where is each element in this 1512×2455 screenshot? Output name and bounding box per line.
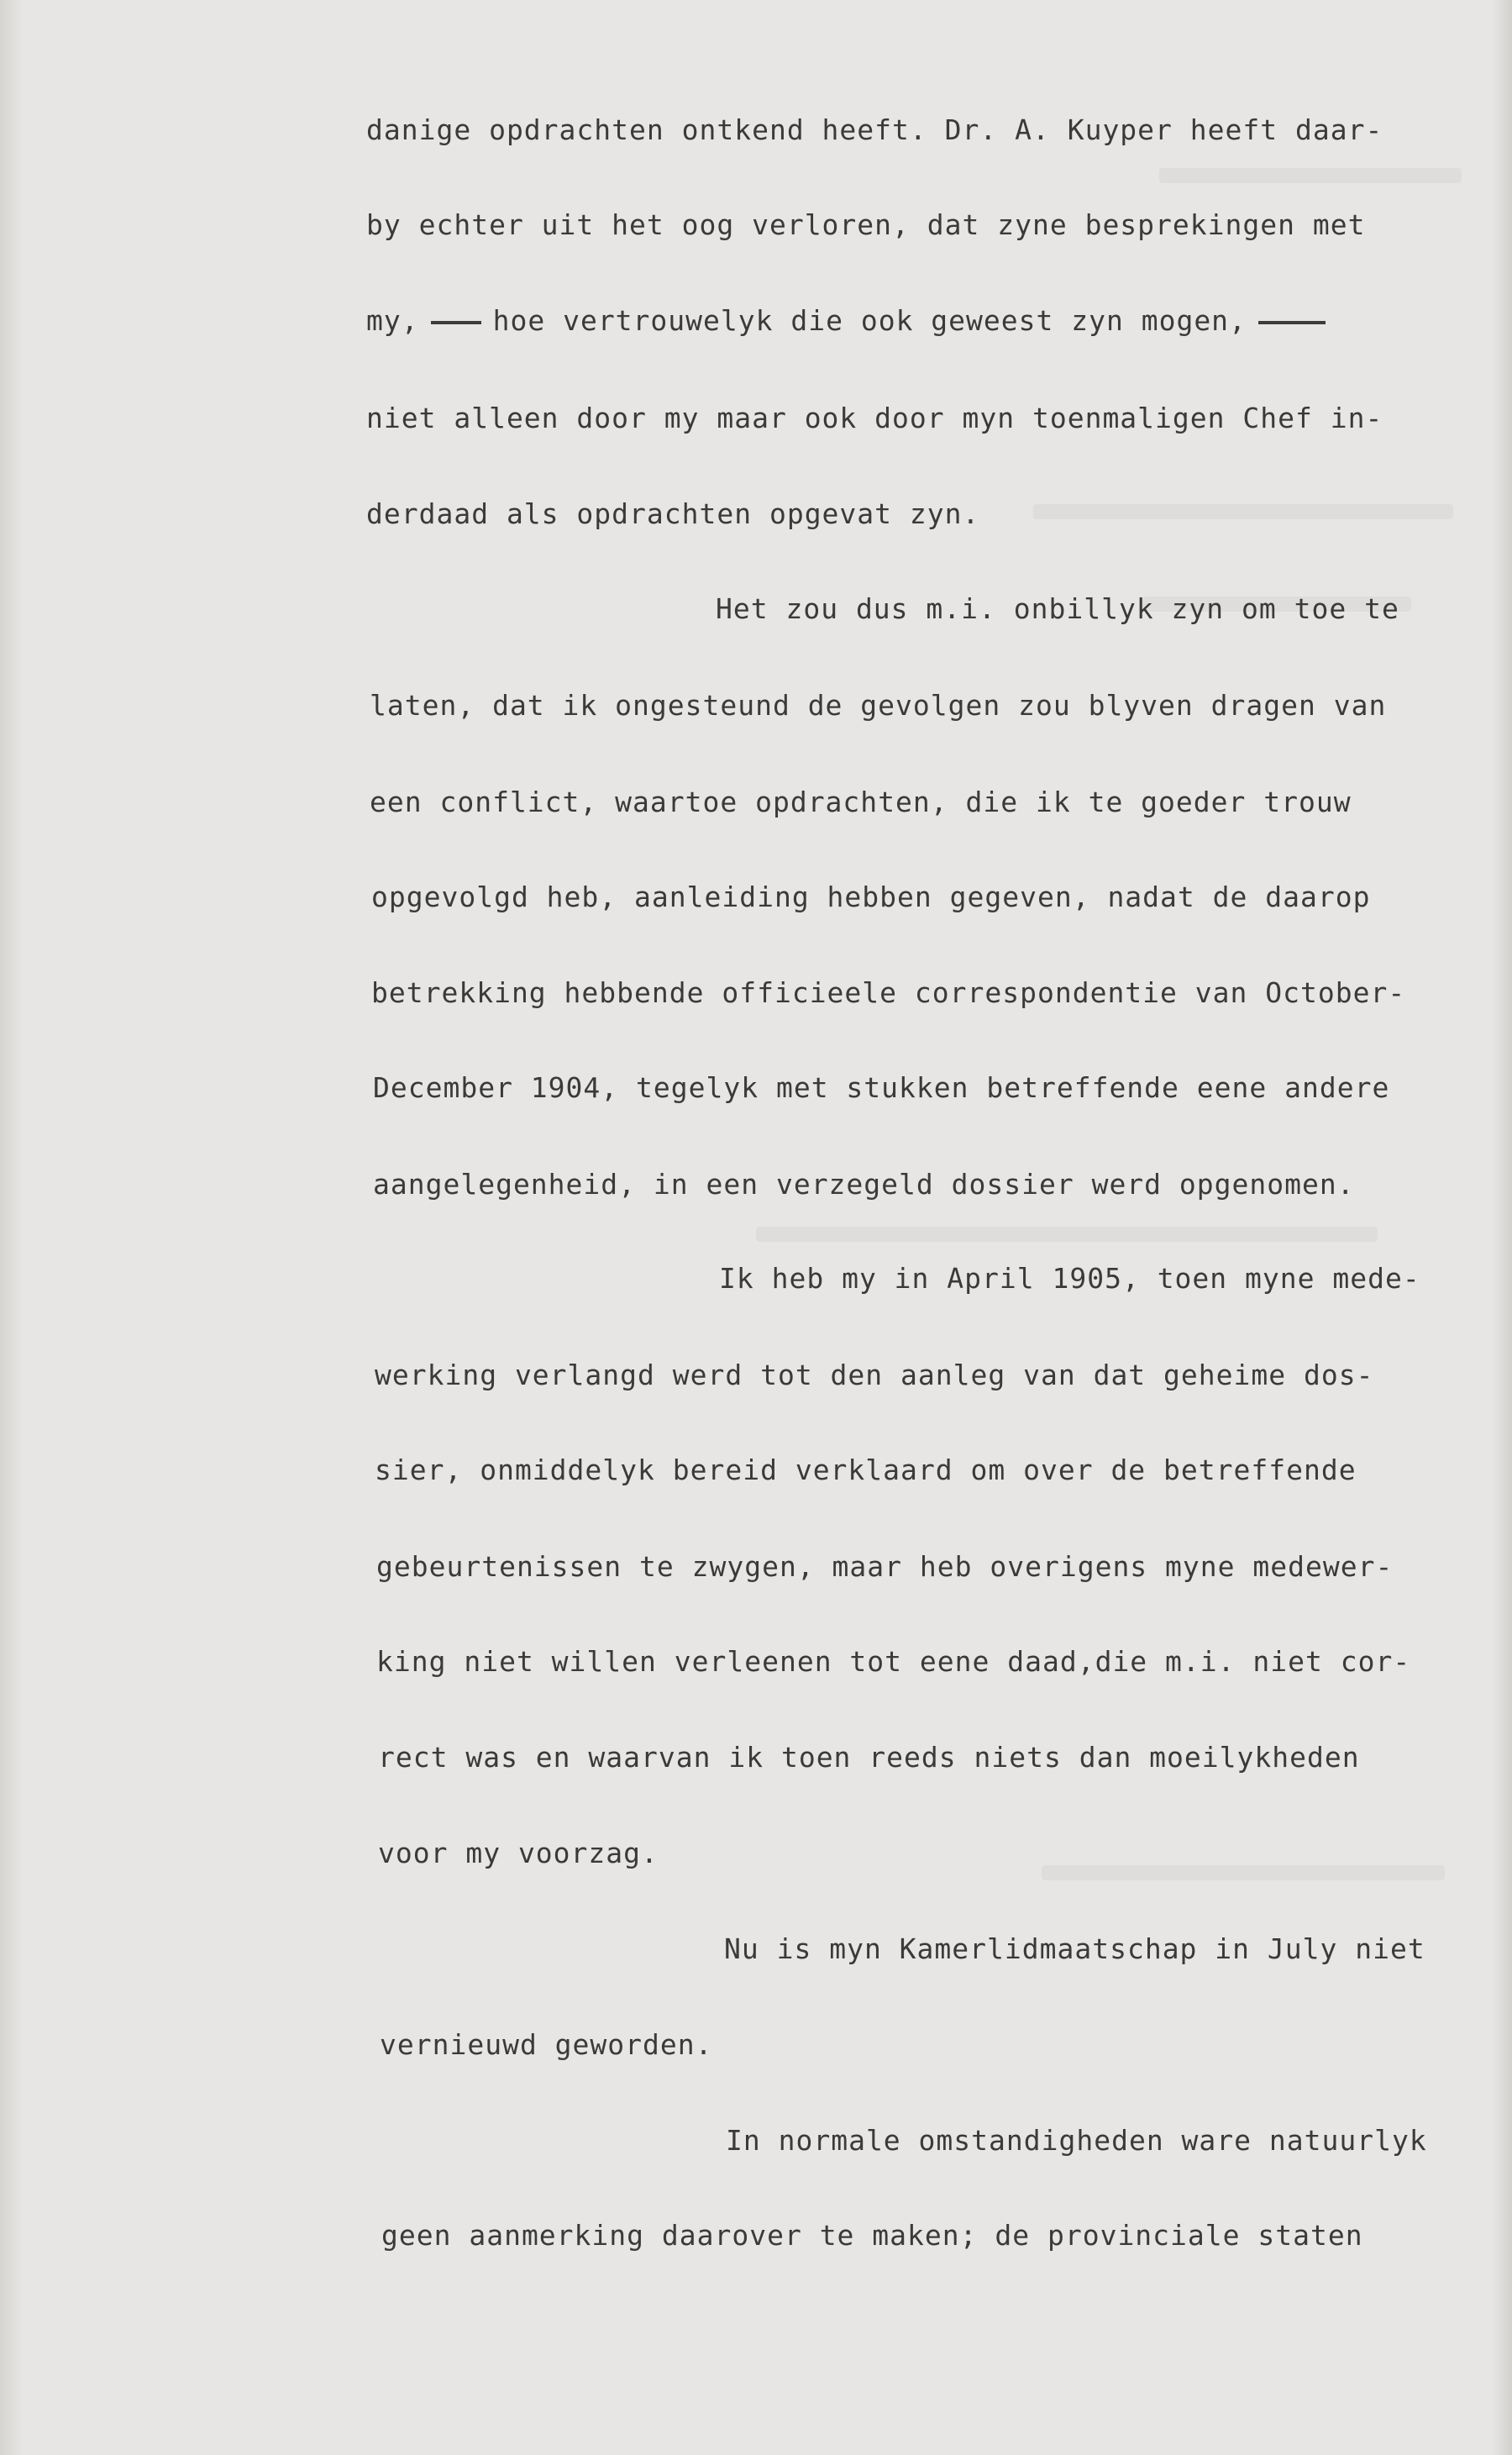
text-line: rect was en waarvan ik toen reeds niets dan moeilykheden — [378, 1741, 1360, 1774]
text-line: Nu is myn Kamerlidmaatschap in July niet — [724, 1932, 1425, 1965]
text-line: gebeurtenissen te zwygen, maar heb overigens myne medewer- — [376, 1550, 1394, 1583]
text-line: sier, onmiddelyk bereid verklaard om over de betreffende — [375, 1454, 1357, 1486]
text-line: by echter uit het oog verloren, dat zyne besprekingen met — [366, 208, 1366, 241]
text-line: betrekking hebbende officieele correspondentie van October- — [371, 976, 1406, 1009]
show-through-trace — [1042, 1865, 1445, 1880]
text-line: derdaad als opdrachten opgevat zyn. — [366, 497, 980, 530]
text-line: aangelegenheid, in een verzegeld dossier werd opgenomen. — [373, 1168, 1355, 1201]
text-line: December 1904, tegelyk met stukken betreffende eene andere — [373, 1071, 1390, 1104]
text-line: een conflict, waartoe opdrachten, die ik te goeder trouw — [370, 786, 1352, 818]
text-line: Het zou dus m.i. onbillyk zyn om toe te — [716, 592, 1399, 625]
text-line: danige opdrachten ontkend heeft. Dr. A. Kuyper heeft daar- — [366, 113, 1383, 146]
show-through-trace — [1159, 168, 1462, 183]
text-line: werking verlangd werd tot den aanleg van dat geheime dos- — [375, 1359, 1374, 1391]
text-line: niet alleen door my maar ook door myn toenmaligen Chef in- — [366, 402, 1383, 434]
text-line: In normale omstandigheden ware natuurlyk — [726, 2124, 1427, 2157]
show-through-trace — [1033, 504, 1453, 519]
text-line: vernieuwd geworden. — [380, 2028, 713, 2061]
text-line: king niet willen verleenen tot eene daad,die m.i. niet cor- — [376, 1645, 1411, 1678]
page-edge-right — [1492, 0, 1512, 2455]
text-segment: my, — [366, 304, 419, 337]
text-line-with-dashes — [366, 304, 1337, 338]
em-dash-mark — [431, 321, 481, 324]
em-dash-mark — [1258, 321, 1326, 324]
text-line: laten, dat ik ongesteund de gevolgen zou blyven dragen van — [370, 689, 1387, 722]
text-line: Ik heb my in April 1905, toen myne mede- — [719, 1262, 1420, 1295]
text-line: opgevolgd heb, aanleiding hebben gegeven, nadat de daarop — [371, 881, 1371, 913]
page-edge-left — [0, 0, 24, 2455]
text-segment: hoe vertrouwelyk die ook geweest zyn mogen, — [492, 304, 1247, 337]
text-line: voor my voorzag. — [378, 1837, 659, 1869]
show-through-trace — [756, 1227, 1378, 1242]
text-line: geen aanmerking daarover te maken; de provinciale staten — [381, 2219, 1363, 2252]
